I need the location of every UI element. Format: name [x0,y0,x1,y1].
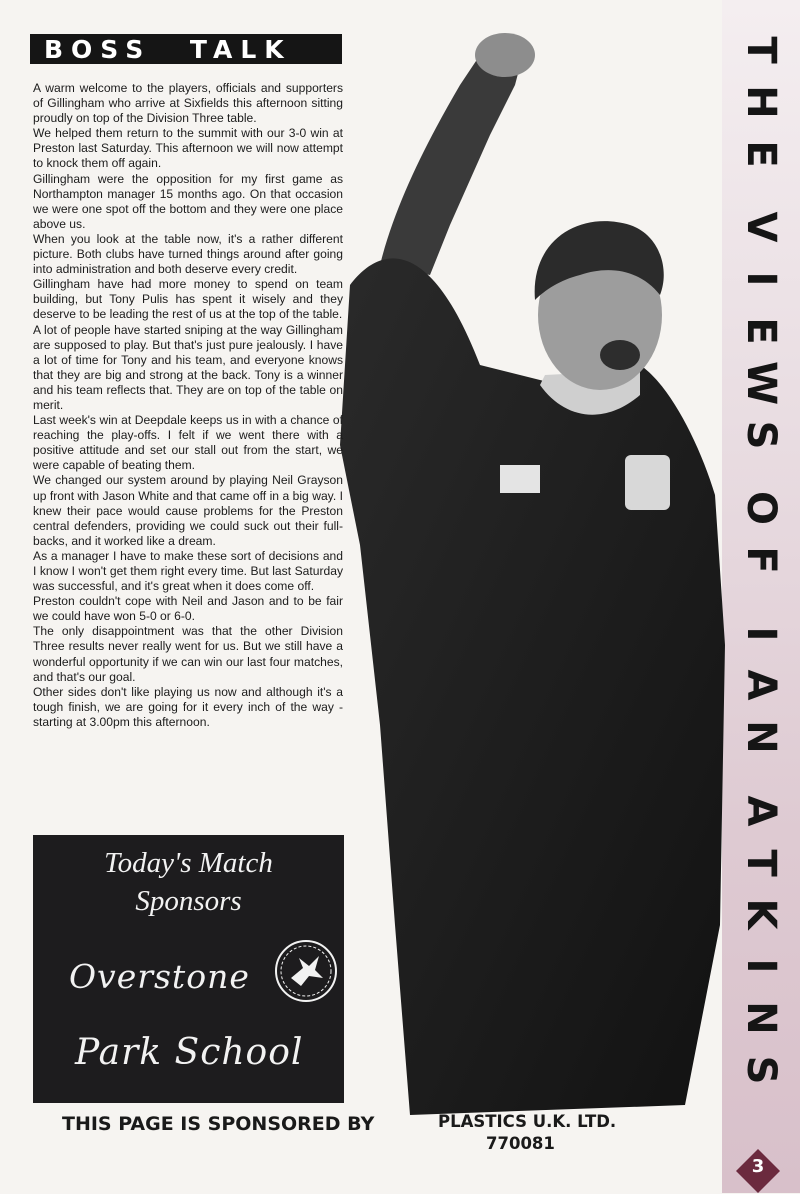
paragraph: As a manager I have to make these sort of decisions and I know I won't get them right every time. But last Saturday was successful, and it's great when it does come off. [33,548,343,594]
paragraph: Gillingham have had more money to spend on team building, but Tony Pulis has spent it wisely and they deserve to be leading the rest of us at the top of the table. [33,277,343,322]
sponsor-school-line1: Overstone [69,957,250,996]
side-title: T H E V I E W S O F I A N A T K I N S [738,36,784,1085]
paragraph: We changed our system around by playing Neil Grayson up front with Jason White and that came off in a big way. I knew their pace would cause problems for the Preston central defenders, providing we could suck out their full-backs, and it worked like a dream. [33,473,343,548]
manager-photo [340,25,725,1125]
paragraph: The only disappointment was that the other Division Three results never really went for us. But we still have a wonderful opportunity if we can win our last four matches, and that's our goal. [33,624,343,684]
paragraph: Gillingham were the opposition for my first game as Northampton manager 15 months ago. On that occasion we were one spot off the bottom and they were one place above us. [33,171,343,231]
paragraph: Other sides don't like playing us now and although it's a tough finish, we are going for it every inch of the way - starting at 3.00pm this afternoon. [33,684,343,729]
paragraph: A lot of people have started sniping at the way Gillingham are supposed to play. But that's just pure jealously. I have a lot of time for Tony and his team, and everyone knows that they are big and strong at the back. Tony is a winner and his team reflects that. They are on top of the table on merit. [33,322,343,412]
sponsor-heading-line2: Sponsors [135,885,242,917]
school-crest-icon [273,938,339,1004]
match-sponsor-box [33,835,344,1103]
page-number: 3 [751,1156,765,1177]
paragraph: A warm welcome to the players, officials and supporters of Gillingham who arrive at Sixfields this afternoon sitting proudly on top of the Division Three table. [33,81,343,126]
manager-silhouette [340,25,725,1125]
page-title: BOSS TALK [30,34,342,64]
paragraph: We helped them return to the summit with our 3-0 win at Preston last Saturday. This afternoon we will now attempt to knock them off again. [33,126,343,171]
sponsored-by-label: THIS PAGE IS SPONSORED BY [62,1113,375,1135]
paragraph: When you look at the table now, it's a rather different picture. Both clubs have turned things around after going into administration and both deserve every credit. [33,231,343,277]
sponsor-heading-line1: Today's Match [104,847,273,879]
sponsor-phone: 770081 [486,1134,555,1153]
paragraph: Last week's win at Deepdale keeps us in with a chance of reaching the play-offs. I felt if we went there with a positive attitude and set our stall out from the start, we were capable of beating them. [33,413,343,473]
article-body [33,81,343,730]
sponsor-name: PLASTICS U.K. LTD. [438,1112,617,1131]
paragraph: Preston couldn't cope with Neil and Jason and to be fair we could have won 5-0 or 6-0. [33,594,343,624]
sponsor-school-line2: Park School [75,1032,304,1073]
